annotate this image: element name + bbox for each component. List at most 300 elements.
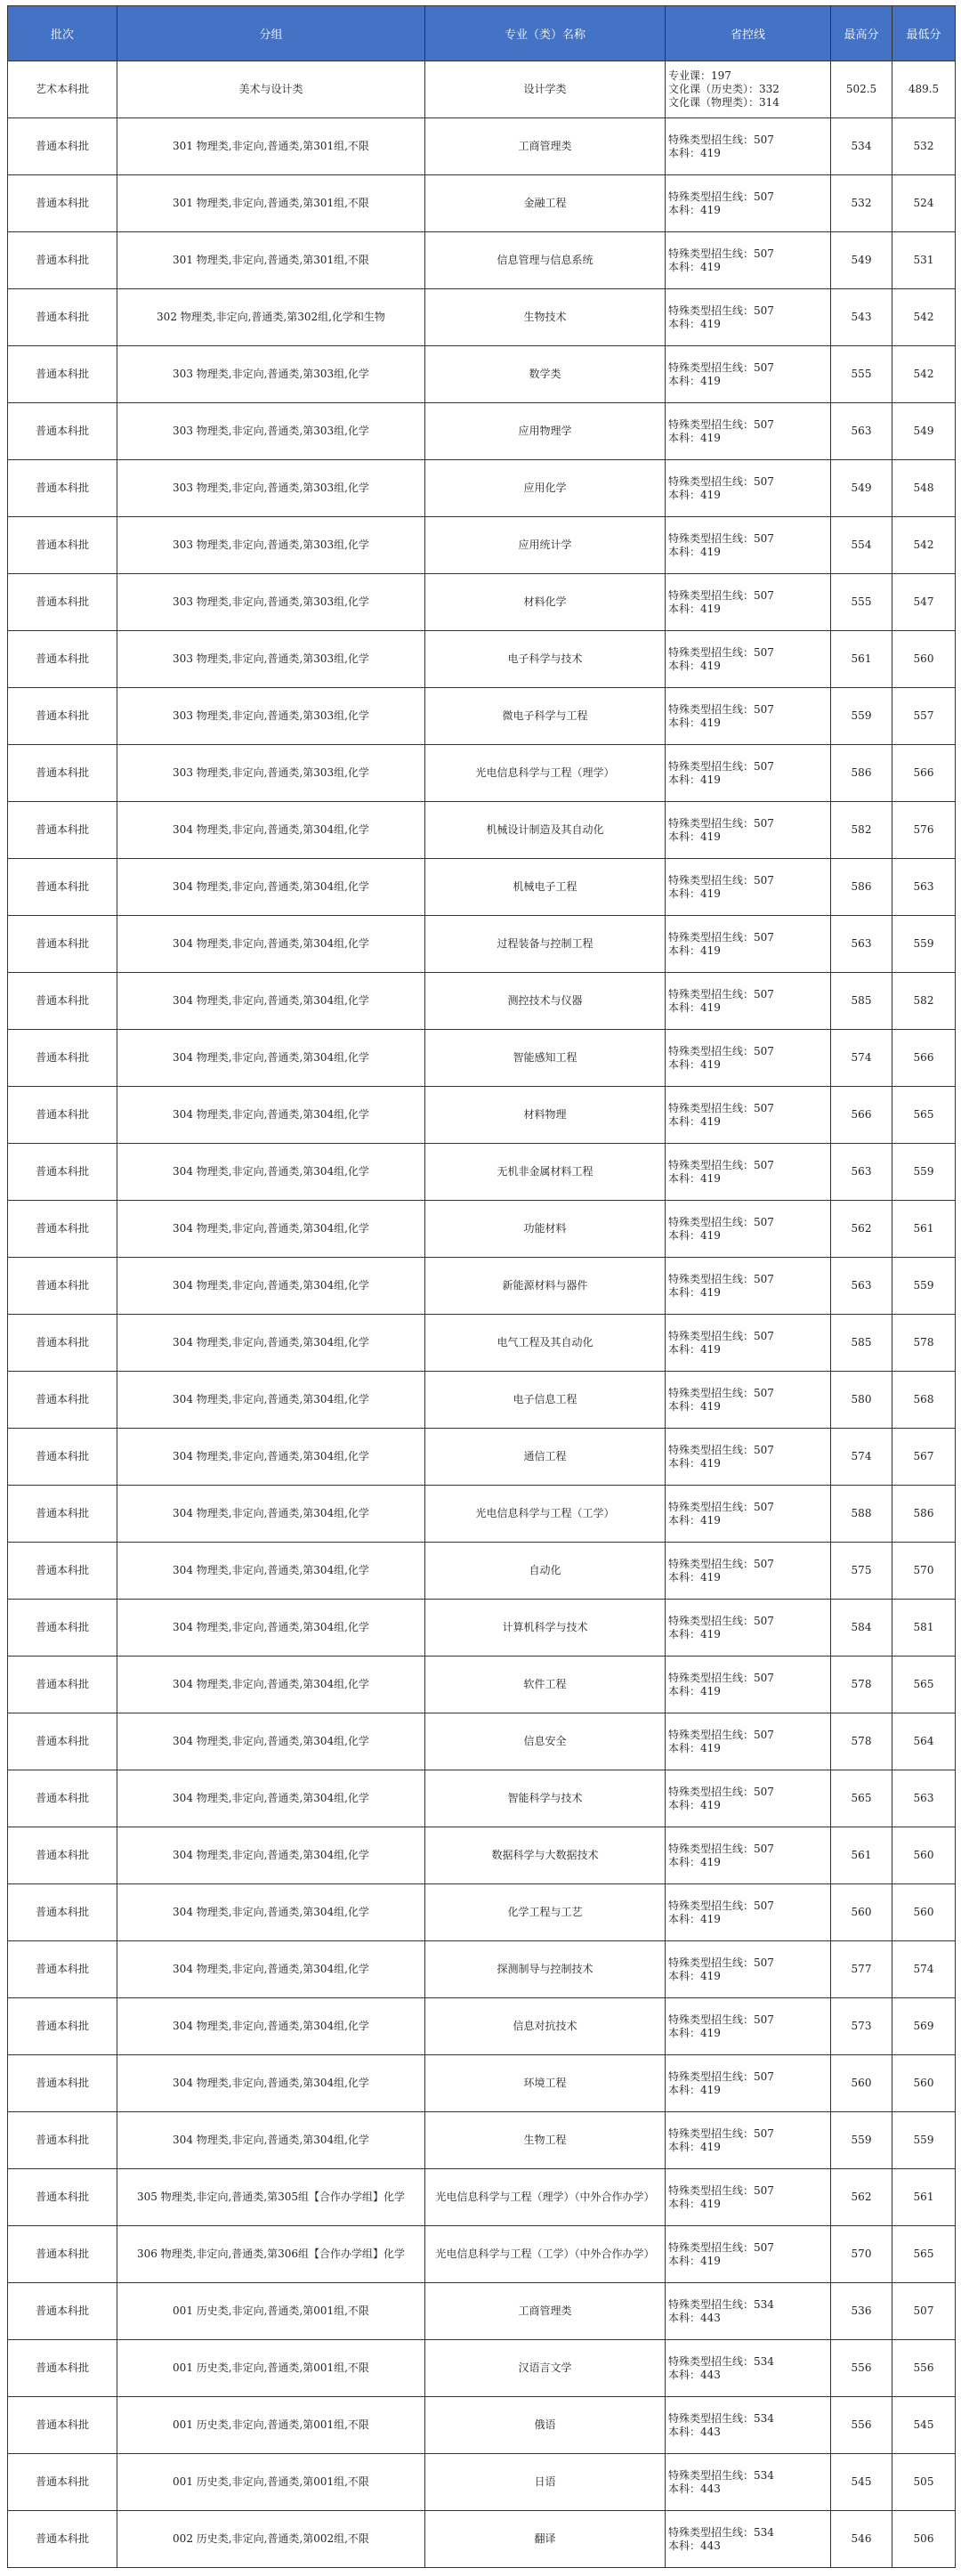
control-line-text: 特殊类型招生线：507 bbox=[668, 2240, 774, 2254]
cell-major: 测控技术与仪器 bbox=[425, 973, 666, 1030]
cell-control-line bbox=[666, 403, 831, 460]
cell-max-score: 580 bbox=[831, 1372, 892, 1429]
cell-max-score: 586 bbox=[831, 745, 892, 802]
cell-max-score: 563 bbox=[831, 1144, 892, 1201]
control-line-text: 特殊类型招生线：507 bbox=[668, 2126, 774, 2140]
cell-max-score: 585 bbox=[831, 1315, 892, 1372]
cell-batch: 普通本科批 bbox=[8, 2511, 117, 2568]
cell-max-score: 582 bbox=[831, 802, 892, 859]
control-line-text: 本科：419 bbox=[668, 887, 721, 900]
cell-control-line bbox=[666, 973, 831, 1030]
cell-group: 301 物理类,非定向,普通类,第301组,不限 bbox=[117, 232, 425, 289]
cell-min-score: 565 bbox=[892, 2226, 956, 2283]
cell-batch: 普通本科批 bbox=[8, 1827, 117, 1884]
cell-control-line bbox=[666, 1998, 831, 2055]
table-body bbox=[8, 61, 956, 2568]
table-row bbox=[8, 916, 956, 973]
cell-batch: 普通本科批 bbox=[8, 118, 117, 175]
cell-group: 304 物理类,非定向,普通类,第304组,化学 bbox=[117, 1486, 425, 1543]
table-row bbox=[8, 2511, 956, 2568]
cell-control-line bbox=[666, 1713, 831, 1770]
cell-major: 日语 bbox=[425, 2454, 666, 2511]
control-line-text: 本科：443 bbox=[668, 2539, 721, 2552]
cell-group: 304 物理类,非定向,普通类,第304组,化学 bbox=[117, 1600, 425, 1657]
cell-major: 工商管理类 bbox=[425, 2283, 666, 2340]
cell-major: 软件工程 bbox=[425, 1657, 666, 1713]
control-line-text: 本科：419 bbox=[668, 545, 721, 558]
cell-max-score: 584 bbox=[831, 1600, 892, 1657]
control-line-text: 特殊类型招生线：507 bbox=[668, 1728, 774, 1741]
cell-min-score: 561 bbox=[892, 2169, 956, 2226]
cell-min-score: 578 bbox=[892, 1315, 956, 1372]
table-row bbox=[8, 517, 956, 574]
cell-batch: 普通本科批 bbox=[8, 346, 117, 403]
cell-group: 304 物理类,非定向,普通类,第304组,化学 bbox=[117, 973, 425, 1030]
control-line-text: 本科：419 bbox=[668, 488, 721, 501]
header-group: 分组 bbox=[117, 6, 425, 61]
cell-control-line bbox=[666, 916, 831, 973]
cell-batch: 普通本科批 bbox=[8, 2340, 117, 2397]
cell-group: 303 物理类,非定向,普通类,第303组,化学 bbox=[117, 631, 425, 688]
cell-major: 信息对抗技术 bbox=[425, 1998, 666, 2055]
cell-control-line bbox=[666, 1372, 831, 1429]
control-line-text: 特殊类型招生线：507 bbox=[668, 816, 774, 830]
control-line-text: 特殊类型招生线：507 bbox=[668, 417, 774, 431]
cell-max-score: 555 bbox=[831, 346, 892, 403]
control-line-text: 本科：419 bbox=[668, 2197, 721, 2210]
cell-min-score: 565 bbox=[892, 1087, 956, 1144]
cell-group: 304 物理类,非定向,普通类,第304组,化学 bbox=[117, 1429, 425, 1486]
table-row bbox=[8, 1543, 956, 1600]
cell-group: 001 历史类,非定向,普通类,第001组,不限 bbox=[117, 2454, 425, 2511]
control-line-text: 特殊类型招生线：507 bbox=[668, 1956, 774, 1969]
table-row bbox=[8, 745, 956, 802]
table-row bbox=[8, 2226, 956, 2283]
control-line-text: 本科：419 bbox=[668, 1000, 721, 1014]
control-line-text: 本科：419 bbox=[668, 1399, 721, 1413]
cell-max-score: 577 bbox=[831, 1941, 892, 1998]
control-line-text: 本科：443 bbox=[668, 2425, 721, 2438]
cell-min-score: 561 bbox=[892, 1201, 956, 1258]
cell-major: 工商管理类 bbox=[425, 118, 666, 175]
cell-max-score: 554 bbox=[831, 517, 892, 574]
cell-control-line bbox=[666, 289, 831, 346]
control-line-text: 特殊类型招生线：507 bbox=[668, 1671, 774, 1684]
table-row bbox=[8, 2283, 956, 2340]
table-row bbox=[8, 688, 956, 745]
control-line-text: 本科：419 bbox=[668, 1570, 721, 1584]
header-batch: 批次 bbox=[8, 6, 117, 61]
cell-max-score: 549 bbox=[831, 460, 892, 517]
cell-control-line bbox=[666, 232, 831, 289]
cell-control-line bbox=[666, 1144, 831, 1201]
cell-major: 微电子科学与工程 bbox=[425, 688, 666, 745]
cell-control-line bbox=[666, 118, 831, 175]
cell-control-line bbox=[666, 1315, 831, 1372]
control-line-text: 特殊类型招生线：534 bbox=[668, 2354, 774, 2368]
cell-group: 304 物理类,非定向,普通类,第304组,化学 bbox=[117, 1770, 425, 1827]
cell-max-score: 561 bbox=[831, 1827, 892, 1884]
control-line-text: 本科：419 bbox=[668, 1684, 721, 1697]
cell-group: 304 物理类,非定向,普通类,第304组,化学 bbox=[117, 1713, 425, 1770]
cell-batch: 普通本科批 bbox=[8, 1884, 117, 1941]
control-line-text: 本科：419 bbox=[668, 1969, 721, 1982]
cell-batch: 普通本科批 bbox=[8, 1258, 117, 1315]
table-row bbox=[8, 403, 956, 460]
cell-min-score: 559 bbox=[892, 916, 956, 973]
cell-control-line bbox=[666, 1201, 831, 1258]
table-row bbox=[8, 1884, 956, 1941]
cell-min-score: 576 bbox=[892, 802, 956, 859]
cell-batch: 普通本科批 bbox=[8, 574, 117, 631]
cell-min-score: 559 bbox=[892, 2112, 956, 2169]
control-line-text: 特殊类型招生线：507 bbox=[668, 1386, 774, 1399]
table-row bbox=[8, 1657, 956, 1713]
cell-control-line bbox=[666, 1600, 831, 1657]
cell-control-line bbox=[666, 2283, 831, 2340]
cell-max-score: 562 bbox=[831, 2169, 892, 2226]
cell-batch: 普通本科批 bbox=[8, 1030, 117, 1087]
control-line-text: 特殊类型招生线：507 bbox=[668, 1500, 774, 1513]
cell-group: 306 物理类,非定向,普通类,第306组【合作办学组】化学 bbox=[117, 2226, 425, 2283]
cell-min-score: 581 bbox=[892, 1600, 956, 1657]
cell-major: 机械电子工程 bbox=[425, 859, 666, 916]
cell-max-score: 545 bbox=[831, 2454, 892, 2511]
cell-control-line bbox=[666, 745, 831, 802]
cell-group: 301 物理类,非定向,普通类,第301组,不限 bbox=[117, 175, 425, 232]
cell-max-score: 566 bbox=[831, 1087, 892, 1144]
cell-major: 信息管理与信息系统 bbox=[425, 232, 666, 289]
cell-min-score: 564 bbox=[892, 1713, 956, 1770]
cell-min-score: 556 bbox=[892, 2340, 956, 2397]
cell-max-score: 578 bbox=[831, 1713, 892, 1770]
control-line-text: 本科：419 bbox=[668, 2026, 721, 2039]
cell-group: 304 物理类,非定向,普通类,第304组,化学 bbox=[117, 1657, 425, 1713]
control-line-text: 特殊类型招生线：507 bbox=[668, 1614, 774, 1627]
control-line-text: 本科：443 bbox=[668, 2311, 721, 2324]
cell-batch: 普通本科批 bbox=[8, 2169, 117, 2226]
cell-batch: 普通本科批 bbox=[8, 1713, 117, 1770]
table-row bbox=[8, 2340, 956, 2397]
cell-min-score: 507 bbox=[892, 2283, 956, 2340]
cell-major: 俄语 bbox=[425, 2397, 666, 2454]
cell-batch: 普通本科批 bbox=[8, 2226, 117, 2283]
cell-max-score: 578 bbox=[831, 1657, 892, 1713]
admission-score-table bbox=[7, 5, 956, 2568]
table-row bbox=[8, 859, 956, 916]
cell-group: 303 物理类,非定向,普通类,第303组,化学 bbox=[117, 745, 425, 802]
cell-min-score: 532 bbox=[892, 118, 956, 175]
control-line-text: 本科：419 bbox=[668, 2254, 721, 2267]
cell-group: 304 物理类,非定向,普通类,第304组,化学 bbox=[117, 1884, 425, 1941]
control-line-text: 本科：419 bbox=[668, 659, 721, 672]
cell-min-score: 489.5 bbox=[892, 61, 956, 118]
control-line-text: 本科：419 bbox=[668, 1114, 721, 1128]
cell-control-line bbox=[666, 859, 831, 916]
cell-control-line bbox=[666, 1827, 831, 1884]
cell-batch: 普通本科批 bbox=[8, 688, 117, 745]
cell-control-line bbox=[666, 2397, 831, 2454]
control-line-text: 特殊类型招生线：507 bbox=[668, 1899, 774, 1912]
table-row bbox=[8, 1770, 956, 1827]
cell-group: 303 物理类,非定向,普通类,第303组,化学 bbox=[117, 688, 425, 745]
cell-major: 数学类 bbox=[425, 346, 666, 403]
cell-batch: 普通本科批 bbox=[8, 1087, 117, 1144]
cell-group: 304 物理类,非定向,普通类,第304组,化学 bbox=[117, 1372, 425, 1429]
cell-batch: 普通本科批 bbox=[8, 745, 117, 802]
control-line-text: 特殊类型招生线：507 bbox=[668, 1215, 774, 1228]
control-line-text: 本科：419 bbox=[668, 1855, 721, 1868]
cell-max-score: 560 bbox=[831, 2055, 892, 2112]
cell-major: 设计学类 bbox=[425, 61, 666, 118]
cell-max-score: 563 bbox=[831, 1258, 892, 1315]
cell-batch: 普通本科批 bbox=[8, 403, 117, 460]
control-line-text: 特殊类型招生线：507 bbox=[668, 1101, 774, 1114]
cell-batch: 普通本科批 bbox=[8, 1600, 117, 1657]
cell-major: 应用统计学 bbox=[425, 517, 666, 574]
cell-group: 303 物理类,非定向,普通类,第303组,化学 bbox=[117, 460, 425, 517]
cell-batch: 普通本科批 bbox=[8, 1941, 117, 1998]
cell-batch: 普通本科批 bbox=[8, 232, 117, 289]
cell-group: 304 物理类,非定向,普通类,第304组,化学 bbox=[117, 1827, 425, 1884]
control-line-text: 特殊类型招生线：507 bbox=[668, 759, 774, 773]
cell-group: 002 历史类,非定向,普通类,第002组,不限 bbox=[117, 2511, 425, 2568]
cell-max-score: 532 bbox=[831, 175, 892, 232]
cell-max-score: 555 bbox=[831, 574, 892, 631]
control-line-text: 特殊类型招生线：507 bbox=[668, 474, 774, 488]
cell-major: 无机非金属材料工程 bbox=[425, 1144, 666, 1201]
control-line-text: 本科：419 bbox=[668, 203, 721, 216]
control-line-text: 本科：419 bbox=[668, 830, 721, 843]
control-line-text: 本科：419 bbox=[668, 716, 721, 729]
header-control-line: 省控线 bbox=[666, 6, 831, 61]
cell-batch: 普通本科批 bbox=[8, 1998, 117, 2055]
cell-major: 过程装备与控制工程 bbox=[425, 916, 666, 973]
table-row bbox=[8, 1258, 956, 1315]
cell-major: 应用化学 bbox=[425, 460, 666, 517]
cell-group: 304 物理类,非定向,普通类,第304组,化学 bbox=[117, 1144, 425, 1201]
cell-group: 001 历史类,非定向,普通类,第001组,不限 bbox=[117, 2283, 425, 2340]
cell-min-score: 547 bbox=[892, 574, 956, 631]
cell-control-line bbox=[666, 1884, 831, 1941]
cell-group: 304 物理类,非定向,普通类,第304组,化学 bbox=[117, 1941, 425, 1998]
cell-control-line bbox=[666, 1657, 831, 1713]
cell-group: 美术与设计类 bbox=[117, 61, 425, 118]
table-row bbox=[8, 289, 956, 346]
cell-max-score: 536 bbox=[831, 2283, 892, 2340]
control-line-text: 特殊类型招生线：507 bbox=[668, 133, 774, 146]
control-line-text: 特殊类型招生线：507 bbox=[668, 1158, 774, 1171]
table-row bbox=[8, 61, 956, 118]
table-row bbox=[8, 1144, 956, 1201]
cell-group: 303 物理类,非定向,普通类,第303组,化学 bbox=[117, 403, 425, 460]
cell-batch: 普通本科批 bbox=[8, 1657, 117, 1713]
cell-major: 信息安全 bbox=[425, 1713, 666, 1770]
cell-min-score: 574 bbox=[892, 1941, 956, 1998]
control-line-text: 本科：419 bbox=[668, 1513, 721, 1527]
header-max-score: 最高分 bbox=[831, 6, 892, 61]
cell-major: 数据科学与大数据技术 bbox=[425, 1827, 666, 1884]
cell-group: 304 物理类,非定向,普通类,第304组,化学 bbox=[117, 1543, 425, 1600]
cell-major: 环境工程 bbox=[425, 2055, 666, 2112]
control-line-text: 特殊类型招生线：534 bbox=[668, 2468, 774, 2482]
cell-min-score: 570 bbox=[892, 1543, 956, 1600]
cell-batch: 普通本科批 bbox=[8, 2112, 117, 2169]
table-row bbox=[8, 1713, 956, 1770]
cell-batch: 普通本科批 bbox=[8, 2454, 117, 2511]
table-row bbox=[8, 574, 956, 631]
cell-major: 光电信息科学与工程（理学）（中外合作办学） bbox=[425, 2169, 666, 2226]
cell-group: 304 物理类,非定向,普通类,第304组,化学 bbox=[117, 1258, 425, 1315]
cell-min-score: 582 bbox=[892, 973, 956, 1030]
control-line-text: 特殊类型招生线：507 bbox=[668, 2013, 774, 2026]
control-line-text: 特殊类型招生线：507 bbox=[668, 1785, 774, 1798]
cell-min-score: 567 bbox=[892, 1429, 956, 1486]
cell-batch: 普通本科批 bbox=[8, 916, 117, 973]
table-row bbox=[8, 175, 956, 232]
cell-max-score: 563 bbox=[831, 916, 892, 973]
cell-batch: 普通本科批 bbox=[8, 1144, 117, 1201]
table-row bbox=[8, 1030, 956, 1087]
control-line-text: 专业课：197 bbox=[668, 69, 731, 82]
cell-max-score: 574 bbox=[831, 1030, 892, 1087]
control-line-text: 本科：419 bbox=[668, 1627, 721, 1640]
cell-control-line bbox=[666, 2340, 831, 2397]
cell-max-score: 586 bbox=[831, 859, 892, 916]
control-line-text: 本科：419 bbox=[668, 773, 721, 786]
table-row bbox=[8, 118, 956, 175]
cell-min-score: 542 bbox=[892, 346, 956, 403]
cell-batch: 普通本科批 bbox=[8, 631, 117, 688]
cell-batch: 普通本科批 bbox=[8, 1201, 117, 1258]
control-line-text: 特殊类型招生线：507 bbox=[668, 2183, 774, 2197]
cell-control-line bbox=[666, 688, 831, 745]
cell-major: 通信工程 bbox=[425, 1429, 666, 1486]
cell-batch: 普通本科批 bbox=[8, 2283, 117, 2340]
cell-max-score: 546 bbox=[831, 2511, 892, 2568]
control-line-text: 特殊类型招生线：507 bbox=[668, 645, 774, 659]
control-line-text: 特殊类型招生线：507 bbox=[668, 873, 774, 887]
cell-batch: 普通本科批 bbox=[8, 175, 117, 232]
cell-major: 应用物理学 bbox=[425, 403, 666, 460]
cell-control-line bbox=[666, 1258, 831, 1315]
table-row bbox=[8, 1372, 956, 1429]
control-line-text: 本科：419 bbox=[668, 1285, 721, 1299]
cell-min-score: 568 bbox=[892, 1372, 956, 1429]
cell-max-score: 565 bbox=[831, 1770, 892, 1827]
cell-control-line bbox=[666, 460, 831, 517]
control-line-text: 本科：419 bbox=[668, 2083, 721, 2096]
cell-control-line bbox=[666, 2055, 831, 2112]
cell-min-score: 565 bbox=[892, 1657, 956, 1713]
cell-max-score: 585 bbox=[831, 973, 892, 1030]
cell-group: 304 物理类,非定向,普通类,第304组,化学 bbox=[117, 1201, 425, 1258]
cell-max-score: 549 bbox=[831, 232, 892, 289]
control-line-text: 特殊类型招生线：507 bbox=[668, 247, 774, 260]
cell-group: 305 物理类,非定向,普通类,第305组【合作办学组】化学 bbox=[117, 2169, 425, 2226]
cell-major: 电子信息工程 bbox=[425, 1372, 666, 1429]
table-row bbox=[8, 1087, 956, 1144]
cell-major: 智能科学与技术 bbox=[425, 1770, 666, 1827]
control-line-text: 特殊类型招生线：507 bbox=[668, 588, 774, 602]
cell-control-line bbox=[666, 1486, 831, 1543]
cell-min-score: 542 bbox=[892, 289, 956, 346]
header-min-score: 最低分 bbox=[892, 6, 956, 61]
cell-major: 光电信息科学与工程（理学） bbox=[425, 745, 666, 802]
cell-control-line bbox=[666, 2112, 831, 2169]
cell-major: 材料化学 bbox=[425, 574, 666, 631]
cell-max-score: 588 bbox=[831, 1486, 892, 1543]
cell-min-score: 548 bbox=[892, 460, 956, 517]
cell-min-score: 559 bbox=[892, 1144, 956, 1201]
cell-control-line bbox=[666, 631, 831, 688]
cell-max-score: 556 bbox=[831, 2340, 892, 2397]
cell-major: 化学工程与工艺 bbox=[425, 1884, 666, 1941]
cell-max-score: 559 bbox=[831, 688, 892, 745]
cell-major: 机械设计制造及其自动化 bbox=[425, 802, 666, 859]
control-line-text: 本科：419 bbox=[668, 944, 721, 957]
cell-max-score: 556 bbox=[831, 2397, 892, 2454]
cell-group: 301 物理类,非定向,普通类,第301组,不限 bbox=[117, 118, 425, 175]
table-row bbox=[8, 1941, 956, 1998]
cell-major: 功能材料 bbox=[425, 1201, 666, 1258]
cell-major: 生物技术 bbox=[425, 289, 666, 346]
control-line-text: 特殊类型招生线：507 bbox=[668, 1557, 774, 1570]
control-line-text: 本科：419 bbox=[668, 1912, 721, 1925]
table-row bbox=[8, 631, 956, 688]
cell-max-score: 570 bbox=[831, 2226, 892, 2283]
cell-min-score: 569 bbox=[892, 1998, 956, 2055]
cell-control-line bbox=[666, 1087, 831, 1144]
cell-control-line bbox=[666, 574, 831, 631]
control-line-text: 本科：419 bbox=[668, 431, 721, 444]
control-line-text: 特殊类型招生线：507 bbox=[668, 304, 774, 317]
cell-group: 304 物理类,非定向,普通类,第304组,化学 bbox=[117, 802, 425, 859]
cell-max-score: 543 bbox=[831, 289, 892, 346]
control-line-text: 特殊类型招生线：507 bbox=[668, 2070, 774, 2083]
cell-control-line bbox=[666, 802, 831, 859]
cell-group: 304 物理类,非定向,普通类,第304组,化学 bbox=[117, 916, 425, 973]
table-row bbox=[8, 1998, 956, 2055]
cell-batch: 普通本科批 bbox=[8, 517, 117, 574]
cell-max-score: 560 bbox=[831, 1884, 892, 1941]
cell-major: 金融工程 bbox=[425, 175, 666, 232]
cell-max-score: 573 bbox=[831, 1998, 892, 2055]
control-line-text: 特殊类型招生线：507 bbox=[668, 190, 774, 203]
cell-batch: 普通本科批 bbox=[8, 289, 117, 346]
cell-min-score: 563 bbox=[892, 859, 956, 916]
cell-batch: 艺术本科批 bbox=[8, 61, 117, 118]
cell-batch: 普通本科批 bbox=[8, 1486, 117, 1543]
cell-min-score: 531 bbox=[892, 232, 956, 289]
cell-control-line bbox=[666, 517, 831, 574]
table-row bbox=[8, 1201, 956, 1258]
cell-control-line bbox=[666, 2454, 831, 2511]
cell-major: 电气工程及其自动化 bbox=[425, 1315, 666, 1372]
control-line-text: 本科：419 bbox=[668, 374, 721, 387]
cell-min-score: 557 bbox=[892, 688, 956, 745]
cell-min-score: 560 bbox=[892, 631, 956, 688]
cell-min-score: 560 bbox=[892, 2055, 956, 2112]
control-line-text: 特殊类型招生线：507 bbox=[668, 1044, 774, 1057]
cell-max-score: 561 bbox=[831, 631, 892, 688]
cell-group: 304 物理类,非定向,普通类,第304组,化学 bbox=[117, 1087, 425, 1144]
table-row bbox=[8, 2454, 956, 2511]
table-row bbox=[8, 1486, 956, 1543]
cell-group: 001 历史类,非定向,普通类,第001组,不限 bbox=[117, 2397, 425, 2454]
table-row bbox=[8, 2169, 956, 2226]
control-line-text: 本科：419 bbox=[668, 1456, 721, 1470]
